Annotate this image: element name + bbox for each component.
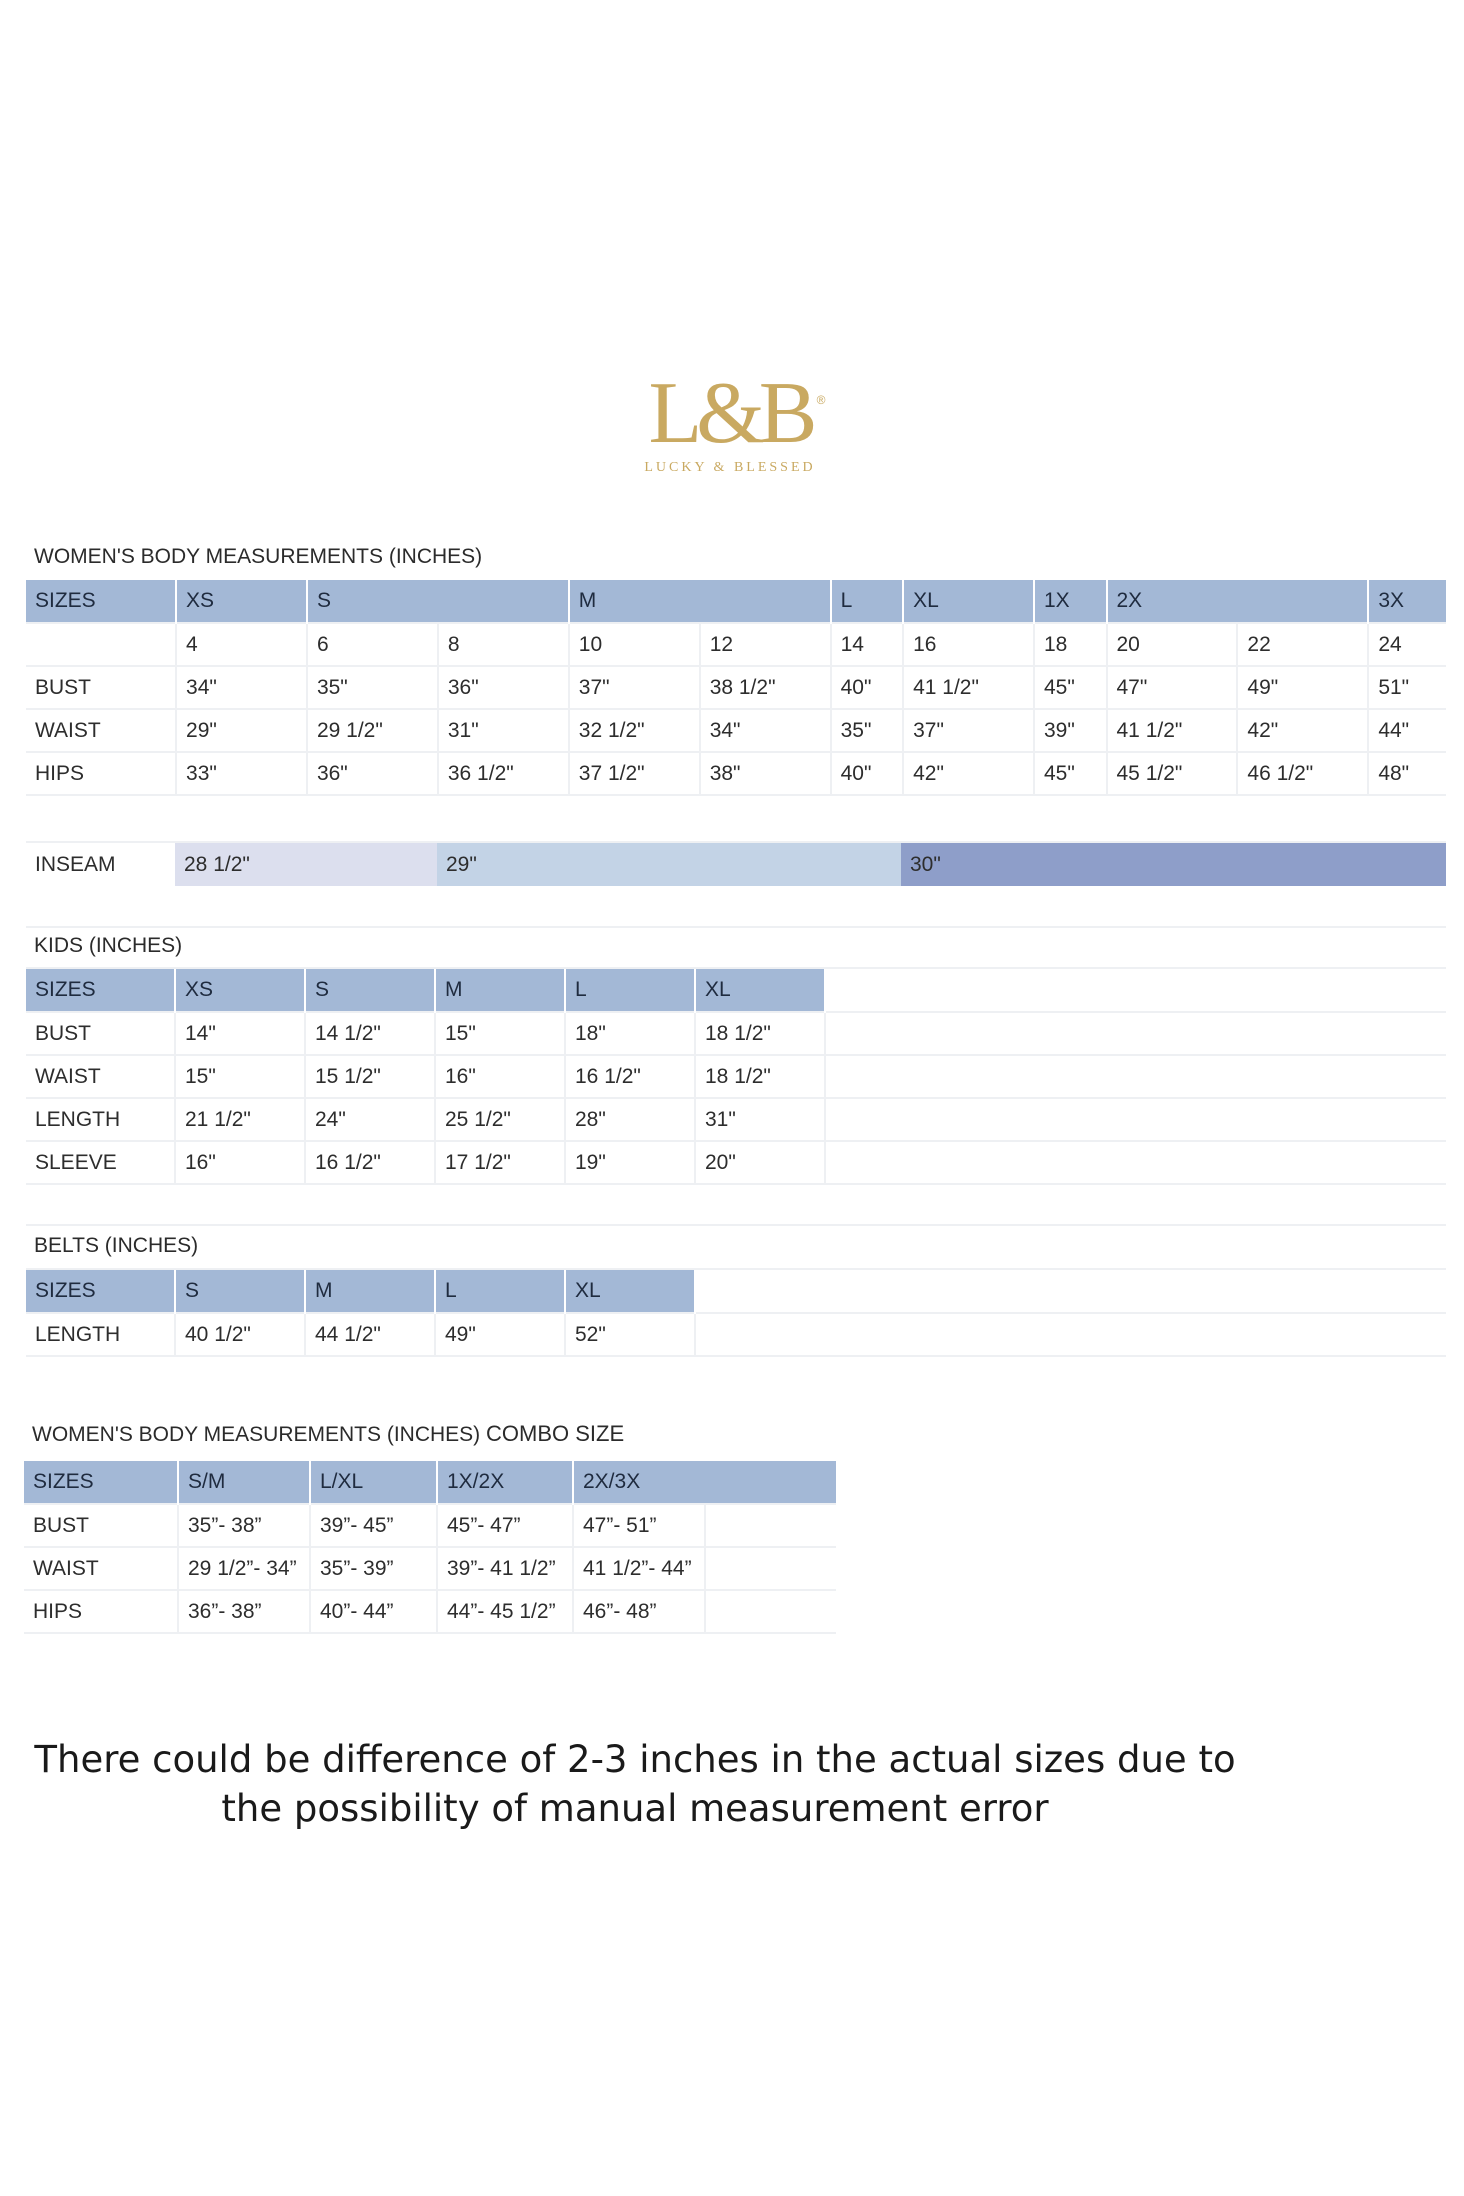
disclaimer-line-1: There could be difference of 2-3 inches in the actual sizes due to: [34, 1738, 1236, 1781]
women-title: WOMEN'S BODY MEASUREMENTS (INCHES): [34, 545, 483, 568]
header-cell: 1X: [1034, 580, 1107, 623]
table-cell: 40": [831, 666, 904, 709]
table-cell: 35”- 38”: [178, 1504, 310, 1547]
table-cell: 45": [1034, 752, 1107, 795]
table-cell: 32 1/2": [569, 709, 700, 752]
table-cell: 49": [1237, 666, 1368, 709]
table-cell: 16": [175, 1141, 305, 1184]
table-cell: 31": [695, 1098, 825, 1141]
table-cell: 15": [175, 1055, 305, 1098]
table-cell: 16 1/2": [565, 1055, 695, 1098]
table-row: [26, 1055, 1446, 1098]
table-row: [26, 709, 1446, 752]
row-label: WAIST: [26, 709, 176, 752]
header-cell: S: [307, 580, 569, 623]
table-cell: 14: [831, 623, 904, 666]
table-cell: 44”- 45 1/2”: [437, 1590, 573, 1633]
empty-cell: [705, 1590, 836, 1633]
table-cell: [26, 623, 176, 666]
table-cell: 18 1/2": [695, 1055, 825, 1098]
table-cell: 35": [831, 709, 904, 752]
table-row: [26, 1141, 1446, 1184]
header-cell: 2X/3X: [573, 1461, 836, 1504]
disclaimer-line-2: the possibility of manual measurement error: [221, 1787, 1049, 1830]
table-cell: 24: [1368, 623, 1446, 666]
header-cell: XL: [565, 1270, 695, 1313]
combo-header-row: [24, 1461, 836, 1504]
table-cell: 28": [565, 1098, 695, 1141]
table-cell: 14": [175, 1012, 305, 1055]
empty-cell: [705, 1504, 836, 1547]
table-cell: 12: [700, 623, 831, 666]
table-cell: 37": [569, 666, 700, 709]
empty-cell: [695, 1313, 1446, 1356]
table-cell: 37 1/2": [569, 752, 700, 795]
header-cell: M: [569, 580, 831, 623]
table-cell: 18 1/2": [695, 1012, 825, 1055]
table-row: [26, 1012, 1446, 1055]
header-cell: 1X/2X: [437, 1461, 573, 1504]
logo-mark: L&B ®: [649, 372, 812, 456]
table-cell: 16 1/2": [305, 1141, 435, 1184]
inseam-label: INSEAM: [35, 852, 116, 876]
table-cell: 41 1/2": [1107, 709, 1238, 752]
table-cell: 45 1/2": [1107, 752, 1238, 795]
table-cell: 6: [307, 623, 438, 666]
header-cell: SIZES: [26, 580, 176, 623]
table-row: [26, 666, 1446, 709]
table-cell: 40 1/2": [175, 1313, 305, 1356]
row-label: BUST: [26, 1012, 175, 1055]
table-row: [24, 1590, 836, 1633]
table-cell: 41 1/2": [903, 666, 1034, 709]
kids-header-row: [26, 969, 1446, 1012]
table-cell: 39": [1034, 709, 1107, 752]
table-cell: 35": [307, 666, 438, 709]
row-label: BUST: [26, 666, 176, 709]
table-cell: 25 1/2": [435, 1098, 565, 1141]
divider: [26, 1224, 1446, 1226]
combo-title-main: WOMEN'S BODY MEASUREMENTS (INCHES): [32, 1423, 481, 1446]
kids-title: KIDS (INCHES): [34, 934, 183, 957]
combo-title-suffix: COMBO SIZE: [486, 1421, 625, 1446]
empty-cell: [695, 1270, 1446, 1313]
table-cell: 17 1/2": [435, 1141, 565, 1184]
header-cell: L: [435, 1270, 565, 1313]
table-cell: 39”- 45”: [310, 1504, 437, 1547]
table-cell: 37": [903, 709, 1034, 752]
table-cell: 20": [695, 1141, 825, 1184]
women-table: [26, 580, 1446, 796]
header-cell: M: [435, 969, 565, 1012]
table-cell: 47": [1107, 666, 1238, 709]
table-cell: 45": [1034, 666, 1107, 709]
table-row: [26, 1313, 1446, 1356]
row-label: WAIST: [24, 1547, 178, 1590]
inseam-segment: 29": [437, 843, 901, 886]
table-cell: 47”- 51”: [573, 1504, 705, 1547]
empty-cell: [825, 1098, 1446, 1141]
header-cell: 2X: [1107, 580, 1369, 623]
table-row: [24, 1504, 836, 1547]
empty-cell: [825, 1141, 1446, 1184]
table-cell: 48": [1368, 752, 1446, 795]
table-cell: 45”- 47”: [437, 1504, 573, 1547]
table-cell: 51": [1368, 666, 1446, 709]
header-cell: M: [305, 1270, 435, 1313]
table-cell: 40”- 44”: [310, 1590, 437, 1633]
logo-tagline: LUCKY & BLESSED: [644, 460, 816, 475]
table-cell: 18": [565, 1012, 695, 1055]
row-label: SLEEVE: [26, 1141, 175, 1184]
table-cell: 16": [435, 1055, 565, 1098]
table-cell: 15": [435, 1012, 565, 1055]
table-cell: 14 1/2": [305, 1012, 435, 1055]
table-cell: 39”- 41 1/2”: [437, 1547, 573, 1590]
table-cell: 34": [176, 666, 307, 709]
table-cell: 29 1/2”- 34”: [178, 1547, 310, 1590]
disclaimer-note: [0, 1735, 1270, 1833]
belts-header-row: [26, 1270, 1446, 1313]
table-cell: 20: [1107, 623, 1238, 666]
empty-cell: [825, 1055, 1446, 1098]
table-cell: 4: [176, 623, 307, 666]
row-label: HIPS: [24, 1590, 178, 1633]
header-cell: L/XL: [310, 1461, 437, 1504]
table-cell: 18: [1034, 623, 1107, 666]
table-cell: 21 1/2": [175, 1098, 305, 1141]
table-cell: 31": [438, 709, 569, 752]
header-cell: SIZES: [26, 1270, 175, 1313]
table-cell: 8: [438, 623, 569, 666]
table-cell: 36”- 38”: [178, 1590, 310, 1633]
table-cell: 29 1/2": [307, 709, 438, 752]
table-cell: 36 1/2": [438, 752, 569, 795]
row-label: LENGTH: [26, 1098, 175, 1141]
table-row: [26, 1098, 1446, 1141]
row-label: WAIST: [26, 1055, 175, 1098]
combo-table: [24, 1461, 836, 1634]
table-cell: 41 1/2”- 44”: [573, 1547, 705, 1590]
table-cell: 52": [565, 1313, 695, 1356]
row-label: LENGTH: [26, 1313, 175, 1356]
table-cell: 19": [565, 1141, 695, 1184]
header-cell: XS: [175, 969, 305, 1012]
inseam-segment: 28 1/2": [175, 843, 437, 886]
belts-title: BELTS (INCHES): [34, 1234, 199, 1257]
table-cell: 16: [903, 623, 1034, 666]
table-cell: 22: [1237, 623, 1368, 666]
header-cell: S/M: [178, 1461, 310, 1504]
header-cell: XS: [176, 580, 307, 623]
table-cell: 35”- 39”: [310, 1547, 437, 1590]
header-cell: SIZES: [24, 1461, 178, 1504]
brand-logo: [630, 365, 830, 482]
table-row: [24, 1547, 836, 1590]
table-cell: 46 1/2": [1237, 752, 1368, 795]
header-cell: 3X: [1368, 580, 1446, 623]
table-cell: 42": [903, 752, 1034, 795]
table-row: [26, 752, 1446, 795]
table-cell: 36": [438, 666, 569, 709]
table-cell: 44": [1368, 709, 1446, 752]
table-row: [26, 623, 1446, 666]
belts-table: [26, 1270, 1446, 1357]
table-cell: 42": [1237, 709, 1368, 752]
table-cell: 24": [305, 1098, 435, 1141]
empty-cell: [825, 969, 1446, 1012]
inseam-row: [26, 841, 1446, 884]
table-cell: 46”- 48”: [573, 1590, 705, 1633]
table-cell: 33": [176, 752, 307, 795]
header-cell: L: [831, 580, 904, 623]
header-cell: SIZES: [26, 969, 175, 1012]
divider: [26, 926, 1446, 928]
table-cell: 29": [176, 709, 307, 752]
header-cell: L: [565, 969, 695, 1012]
table-cell: 10: [569, 623, 700, 666]
table-cell: 36": [307, 752, 438, 795]
kids-table: [26, 969, 1446, 1185]
combo-title: [32, 1421, 624, 1447]
header-cell: S: [175, 1270, 305, 1313]
header-cell: S: [305, 969, 435, 1012]
empty-cell: [705, 1547, 836, 1590]
empty-cell: [825, 1012, 1446, 1055]
table-cell: 49": [435, 1313, 565, 1356]
header-cell: XL: [695, 969, 825, 1012]
women-header-row: [26, 580, 1446, 623]
table-cell: 38": [700, 752, 831, 795]
registered-mark: ®: [816, 393, 826, 407]
row-label: BUST: [24, 1504, 178, 1547]
inseam-segment: 30": [901, 843, 1446, 886]
table-cell: 38 1/2": [700, 666, 831, 709]
header-cell: XL: [903, 580, 1034, 623]
table-cell: 40": [831, 752, 904, 795]
table-cell: 34": [700, 709, 831, 752]
row-label: HIPS: [26, 752, 176, 795]
table-cell: 15 1/2": [305, 1055, 435, 1098]
table-cell: 44 1/2": [305, 1313, 435, 1356]
